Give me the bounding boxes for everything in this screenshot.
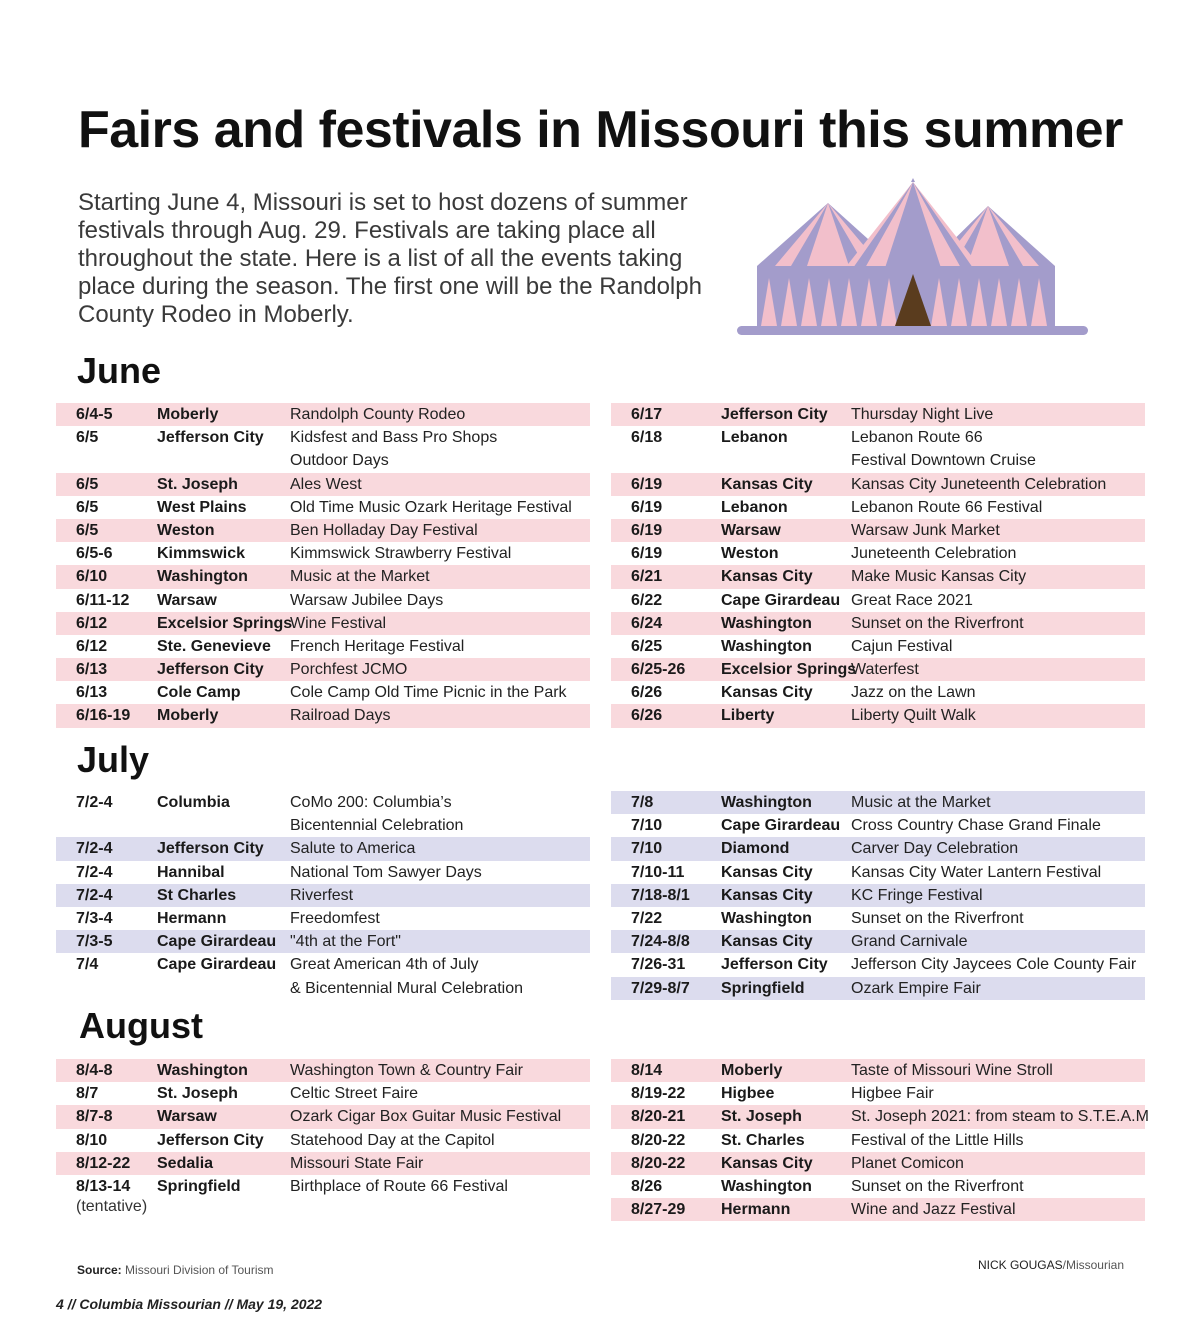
event-date: 8/7-8 bbox=[76, 1108, 113, 1126]
event-name: Planet Comicon bbox=[851, 1154, 964, 1172]
event-city: St Charles bbox=[157, 886, 237, 904]
table-row bbox=[611, 1152, 1145, 1175]
table-row bbox=[611, 542, 1145, 565]
event-date: 8/10 bbox=[76, 1131, 108, 1149]
event-city: Lebanon bbox=[721, 498, 788, 516]
august-left-table bbox=[56, 1059, 590, 1198]
table-row bbox=[56, 977, 590, 1000]
table-row bbox=[611, 930, 1145, 953]
event-name: Old Time Music Ozark Heritage Festival bbox=[290, 498, 572, 516]
event-city: Hermann bbox=[157, 909, 227, 927]
event-city: Washington bbox=[157, 568, 248, 586]
event-city: Moberly bbox=[157, 406, 219, 423]
table-row bbox=[611, 426, 1145, 449]
table-row bbox=[56, 589, 590, 612]
event-date: 6/24 bbox=[631, 614, 663, 632]
credit-name: NICK GOUGAS bbox=[977, 1258, 1063, 1272]
table-row bbox=[611, 635, 1145, 658]
table-row bbox=[56, 449, 590, 472]
event-city: Washington bbox=[157, 1062, 248, 1079]
event-city: Washington bbox=[721, 637, 812, 655]
event-name: Bicentennial Celebration bbox=[290, 817, 464, 835]
event-name: Porchfest JCMO bbox=[290, 661, 408, 679]
event-city: Excelsior Springs bbox=[721, 661, 857, 679]
event-name: Carver Day Celebration bbox=[851, 840, 1019, 858]
event-date: 6/19 bbox=[631, 475, 663, 493]
event-date: 7/2-4 bbox=[76, 886, 113, 904]
event-city: Washington bbox=[721, 794, 812, 811]
credit-org: /Missourian bbox=[1062, 1258, 1124, 1272]
table-row bbox=[611, 884, 1145, 907]
month-heading-june: June bbox=[77, 350, 162, 391]
event-name: KC Fringe Festival bbox=[851, 886, 983, 904]
event-name: St. Joseph 2021: from steam to S.T.E.A.M bbox=[851, 1108, 1149, 1126]
event-date: 8/13-14 bbox=[76, 1177, 131, 1195]
table-row bbox=[56, 861, 590, 884]
event-city: West Plains bbox=[157, 498, 247, 516]
table-row bbox=[611, 681, 1145, 704]
event-city: St. Joseph bbox=[721, 1108, 802, 1126]
event-city: Moberly bbox=[721, 1062, 783, 1079]
event-date: 6/12 bbox=[76, 614, 108, 632]
event-city: Washington bbox=[721, 909, 812, 927]
event-city: Kansas City bbox=[721, 886, 813, 904]
event-city: Jefferson City bbox=[157, 661, 264, 679]
table-row bbox=[611, 977, 1145, 1000]
event-date: 7/24-8/8 bbox=[631, 933, 690, 951]
event-name: Sunset on the Riverfront bbox=[851, 1177, 1024, 1195]
event-city: Kansas City bbox=[721, 863, 813, 881]
table-row bbox=[611, 1082, 1145, 1105]
event-name: Statehood Day at the Capitol bbox=[290, 1131, 495, 1149]
event-city: Weston bbox=[721, 545, 779, 563]
event-name: Outdoor Days bbox=[290, 452, 389, 470]
event-name: Ben Holladay Day Festival bbox=[290, 521, 478, 539]
event-name: Great American 4th of July bbox=[290, 956, 479, 974]
table-row bbox=[611, 1105, 1149, 1128]
event-date: 6/22 bbox=[631, 591, 663, 609]
event-city: Cape Girardeau bbox=[157, 933, 277, 951]
event-name: Sunset on the Riverfront bbox=[851, 614, 1024, 632]
page-title: Fairs and festivals in Missouri this summer bbox=[78, 101, 1123, 159]
event-name: Cajun Festival bbox=[851, 637, 953, 655]
event-name: & Bicentennial Mural Celebration bbox=[290, 979, 524, 997]
august-right-table bbox=[611, 1059, 1149, 1221]
table-row bbox=[611, 704, 1145, 727]
source-label: Source: bbox=[77, 1263, 122, 1277]
table-row bbox=[611, 403, 1145, 426]
event-city: Columbia bbox=[157, 794, 230, 811]
event-city: Diamond bbox=[721, 840, 790, 858]
event-date: 7/22 bbox=[631, 909, 663, 927]
event-date: 6/25 bbox=[631, 637, 663, 655]
june-left-table bbox=[56, 403, 590, 728]
event-name: Warsaw Junk Market bbox=[851, 521, 1000, 539]
event-city: Washington bbox=[721, 1177, 812, 1195]
intro-paragraph: Starting June 4, Missouri is set to host dozens of summer festivals through Aug. 29. Festivals are taking place all throughout the state. Here is a list of all the events taking place during the season. The first one will be the Randolph County Rodeo in Moberly. bbox=[78, 189, 702, 328]
event-name: Freedomfest bbox=[290, 909, 380, 927]
event-city: Jefferson City bbox=[157, 1131, 264, 1149]
event-date: 6/5-6 bbox=[76, 545, 113, 563]
table-row bbox=[611, 837, 1145, 860]
table-row bbox=[56, 791, 590, 814]
graphic-credit bbox=[978, 1258, 1124, 1272]
table-row bbox=[56, 1082, 590, 1105]
event-city: Kansas City bbox=[721, 1154, 813, 1172]
table-row bbox=[611, 953, 1145, 976]
event-date: 8/4-8 bbox=[76, 1062, 113, 1079]
event-name: Music at the Market bbox=[851, 794, 991, 811]
table-row bbox=[56, 681, 590, 704]
event-date: 6/4-5 bbox=[76, 406, 113, 423]
table-row bbox=[56, 1152, 590, 1175]
event-city: Hermann bbox=[721, 1201, 791, 1219]
event-name: French Heritage Festival bbox=[290, 637, 465, 655]
event-city: Warsaw bbox=[157, 591, 217, 609]
event-name: "4th at the Fort" bbox=[290, 933, 401, 951]
event-date: 6/26 bbox=[631, 707, 663, 725]
table-row bbox=[56, 907, 590, 930]
event-name: Kimmswick Strawberry Festival bbox=[290, 545, 512, 563]
event-city: Kansas City bbox=[721, 475, 813, 493]
event-date: 8/7 bbox=[76, 1085, 99, 1103]
table-row bbox=[611, 473, 1145, 496]
event-date: 6/26 bbox=[631, 684, 663, 702]
event-city: Liberty bbox=[721, 707, 775, 725]
event-name: Warsaw Jubilee Days bbox=[290, 591, 444, 609]
event-name: Cole Camp Old Time Picnic in the Park bbox=[290, 684, 567, 702]
july-right-table bbox=[611, 791, 1145, 1000]
table-row bbox=[611, 449, 1145, 472]
event-name: Celtic Street Faire bbox=[290, 1085, 419, 1103]
event-name: Missouri State Fair bbox=[290, 1154, 424, 1172]
event-city: Kimmswick bbox=[157, 545, 246, 563]
table-row bbox=[611, 612, 1145, 635]
event-date: 7/3-5 bbox=[76, 933, 113, 951]
event-name: Sunset on the Riverfront bbox=[851, 909, 1024, 927]
event-date: 6/5 bbox=[76, 429, 99, 447]
table-row bbox=[56, 704, 590, 727]
table-row bbox=[611, 1129, 1145, 1152]
event-name: Ozark Empire Fair bbox=[851, 979, 981, 997]
event-name: Salute to America bbox=[290, 840, 416, 858]
event-city: Cape Girardeau bbox=[721, 817, 841, 835]
source-line bbox=[77, 1263, 274, 1277]
table-row bbox=[56, 658, 590, 681]
event-city: Kansas City bbox=[721, 684, 813, 702]
event-date: 6/19 bbox=[631, 545, 663, 563]
event-date: 8/20-22 bbox=[631, 1154, 686, 1172]
source-text: Missouri Division of Tourism bbox=[125, 1263, 274, 1277]
table-row bbox=[56, 1175, 590, 1198]
table-row bbox=[56, 837, 590, 860]
table-row bbox=[56, 1105, 590, 1128]
event-date: 6/18 bbox=[631, 429, 663, 447]
event-city: Sedalia bbox=[157, 1154, 214, 1172]
event-name: Jefferson City Jaycees Cole County Fair bbox=[851, 956, 1137, 974]
event-city: Hannibal bbox=[157, 863, 225, 881]
event-date: 7/8 bbox=[631, 794, 654, 811]
event-city: Warsaw bbox=[721, 521, 781, 539]
table-row bbox=[56, 635, 590, 658]
table-row bbox=[56, 1059, 590, 1082]
event-name: Waterfest bbox=[851, 661, 919, 679]
event-city: Springfield bbox=[157, 1177, 241, 1195]
event-date: 6/5 bbox=[76, 498, 99, 516]
table-row bbox=[56, 930, 590, 953]
event-name: Festival of the Little Hills bbox=[851, 1131, 1024, 1149]
table-row bbox=[611, 589, 1145, 612]
table-row bbox=[611, 1175, 1145, 1198]
table-row bbox=[611, 791, 1145, 814]
event-date: 7/10 bbox=[631, 817, 663, 835]
circus-tent-icon bbox=[735, 178, 1090, 338]
event-city: Higbee bbox=[721, 1085, 775, 1103]
event-date: 8/27-29 bbox=[631, 1201, 686, 1219]
month-heading-august: August bbox=[79, 1005, 203, 1046]
table-row bbox=[56, 519, 590, 542]
event-date: 7/4 bbox=[76, 956, 99, 974]
event-name: Wine and Jazz Festival bbox=[851, 1201, 1016, 1219]
table-row bbox=[611, 814, 1145, 837]
table-row bbox=[611, 496, 1145, 519]
table-row bbox=[56, 953, 590, 976]
event-city: Kansas City bbox=[721, 933, 813, 951]
event-date: 7/18-8/1 bbox=[631, 886, 690, 904]
month-heading-july: July bbox=[77, 739, 150, 780]
event-name: Randolph County Rodeo bbox=[290, 406, 466, 423]
event-date: 7/29-8/7 bbox=[631, 979, 690, 997]
event-city: Jefferson City bbox=[157, 429, 264, 447]
tentative-note: (tentative) bbox=[76, 1198, 148, 1215]
event-date: 6/5 bbox=[76, 475, 99, 493]
event-date: 6/25-26 bbox=[631, 661, 686, 679]
event-date: 8/20-21 bbox=[631, 1108, 686, 1126]
table-row bbox=[56, 542, 590, 565]
table-row bbox=[611, 861, 1145, 884]
event-date: 8/12-22 bbox=[76, 1154, 131, 1172]
event-date: 7/10-11 bbox=[631, 863, 685, 881]
event-name: Wine Festival bbox=[290, 614, 387, 632]
page-footer: 4 // Columbia Missourian // May 19, 2022 bbox=[56, 1296, 323, 1312]
event-name: Riverfest bbox=[290, 886, 354, 904]
event-city: Warsaw bbox=[157, 1108, 217, 1126]
event-date: 6/5 bbox=[76, 521, 99, 539]
table-row bbox=[56, 403, 590, 426]
event-name: CoMo 200: Columbia’s bbox=[290, 794, 452, 811]
event-name: Cross Country Chase Grand Finale bbox=[851, 817, 1101, 835]
event-date: 8/26 bbox=[631, 1177, 663, 1195]
event-date: 7/2-4 bbox=[76, 863, 113, 881]
event-name: Thursday Night Live bbox=[851, 406, 994, 423]
event-name: Liberty Quilt Walk bbox=[851, 707, 976, 725]
event-city: Cape Girardeau bbox=[721, 591, 841, 609]
table-row bbox=[56, 565, 590, 588]
event-name: Ozark Cigar Box Guitar Music Festival bbox=[290, 1108, 562, 1126]
table-row bbox=[56, 814, 590, 837]
event-name: Festival Downtown Cruise bbox=[851, 452, 1036, 470]
event-date: 7/2-4 bbox=[76, 840, 113, 858]
event-date: 6/17 bbox=[631, 406, 663, 423]
event-name: Make Music Kansas City bbox=[851, 568, 1027, 586]
table-row bbox=[611, 519, 1145, 542]
table-row bbox=[611, 565, 1145, 588]
event-city: Jefferson City bbox=[157, 840, 264, 858]
table-row bbox=[56, 1129, 590, 1152]
july-left-table bbox=[56, 791, 590, 1000]
event-date: 7/3-4 bbox=[76, 909, 113, 927]
event-date: 6/13 bbox=[76, 661, 108, 679]
event-date: 8/19-22 bbox=[631, 1085, 686, 1103]
event-name: Ales West bbox=[290, 475, 362, 493]
event-name: Great Race 2021 bbox=[851, 591, 973, 609]
event-date: 8/14 bbox=[631, 1062, 663, 1079]
event-name: Lebanon Route 66 bbox=[851, 429, 983, 447]
event-date: 6/21 bbox=[631, 568, 663, 586]
event-name: Railroad Days bbox=[290, 707, 391, 725]
event-name: Birthplace of Route 66 Festival bbox=[290, 1177, 508, 1195]
event-name: Grand Carnivale bbox=[851, 933, 968, 951]
event-date: 7/2-4 bbox=[76, 794, 113, 811]
table-row bbox=[56, 426, 590, 449]
event-city: Lebanon bbox=[721, 429, 788, 447]
event-name: Higbee Fair bbox=[851, 1085, 934, 1103]
event-name: Kidsfest and Bass Pro Shops bbox=[290, 429, 498, 447]
event-city: Moberly bbox=[157, 707, 219, 725]
table-row bbox=[611, 658, 1145, 681]
event-name: Lebanon Route 66 Festival bbox=[851, 498, 1043, 516]
event-city: St. Joseph bbox=[157, 1085, 238, 1103]
event-date: 6/16-19 bbox=[76, 707, 131, 725]
table-row bbox=[56, 612, 590, 635]
event-date: 7/26-31 bbox=[631, 956, 686, 974]
table-row bbox=[56, 473, 590, 496]
event-city: Excelsior Springs bbox=[157, 614, 293, 632]
event-date: 7/10 bbox=[631, 840, 663, 858]
event-date: 8/20-22 bbox=[631, 1131, 686, 1149]
event-name: Taste of Missouri Wine Stroll bbox=[851, 1062, 1053, 1079]
event-name: Washington Town & Country Fair bbox=[290, 1062, 523, 1079]
event-city: St. Joseph bbox=[157, 475, 238, 493]
event-city: Jefferson City bbox=[721, 956, 828, 974]
event-date: 6/12 bbox=[76, 637, 108, 655]
table-row bbox=[56, 496, 590, 519]
event-date: 6/11-12 bbox=[76, 591, 130, 609]
event-date: 6/19 bbox=[631, 498, 663, 516]
event-name: Kansas City Juneteenth Celebration bbox=[851, 475, 1107, 493]
event-city: Jefferson City bbox=[721, 406, 828, 423]
event-city: Cole Camp bbox=[157, 684, 241, 702]
event-date: 6/10 bbox=[76, 568, 108, 586]
event-name: Music at the Market bbox=[290, 568, 430, 586]
event-name: Juneteenth Celebration bbox=[851, 545, 1017, 563]
event-city: Washington bbox=[721, 614, 812, 632]
event-name: Kansas City Water Lantern Festival bbox=[851, 863, 1102, 881]
table-row bbox=[611, 1059, 1145, 1082]
table-row bbox=[56, 884, 590, 907]
event-city: Cape Girardeau bbox=[157, 956, 277, 974]
event-city: St. Charles bbox=[721, 1131, 805, 1149]
event-name: National Tom Sawyer Days bbox=[290, 863, 482, 881]
event-date: 6/19 bbox=[631, 521, 663, 539]
event-city: Kansas City bbox=[721, 568, 813, 586]
event-date: 6/13 bbox=[76, 684, 108, 702]
table-row bbox=[611, 907, 1145, 930]
event-name: Jazz on the Lawn bbox=[851, 684, 976, 702]
event-city: Springfield bbox=[721, 979, 805, 997]
june-right-table bbox=[611, 403, 1145, 728]
event-city: Weston bbox=[157, 521, 215, 539]
event-city: Ste. Genevieve bbox=[157, 637, 271, 655]
table-row bbox=[611, 1198, 1145, 1221]
